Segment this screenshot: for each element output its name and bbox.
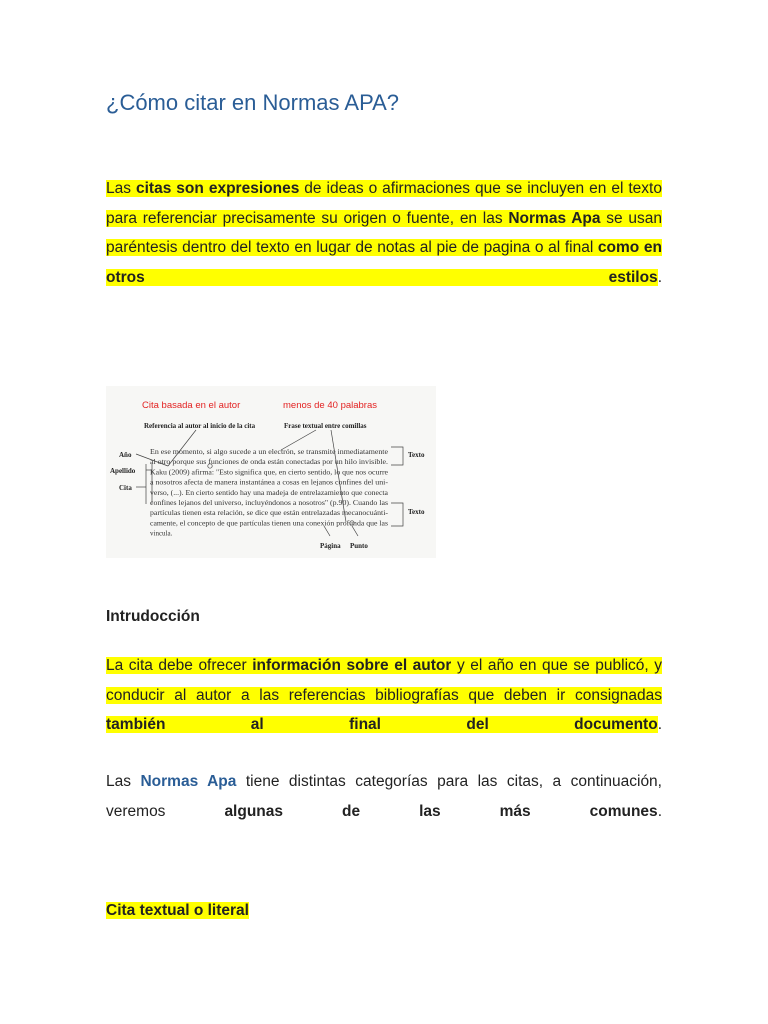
intro-text-4: . bbox=[657, 268, 662, 286]
figure-label-author-cite: Cita basada en el autor bbox=[142, 400, 241, 411]
figure-label-quote: Frase textual entre comillas bbox=[284, 422, 367, 430]
categories-text-1: Las bbox=[106, 773, 141, 790]
figure-label-cite: Cita bbox=[119, 484, 132, 492]
categories-text-3: . bbox=[657, 802, 662, 820]
section-text-1: La cita debe ofrecer bbox=[106, 657, 253, 674]
categories-bold-normas-apa: Normas Apa bbox=[140, 773, 237, 790]
page-title: ¿Cómo citar en Normas APA? bbox=[106, 90, 400, 115]
section-heading-introduccion: Intrudocción bbox=[106, 608, 200, 625]
figure-label-year: Año bbox=[119, 451, 132, 459]
cita-textual-heading-text: Cita textual o literal bbox=[106, 902, 249, 919]
section-heading-cita-textual bbox=[106, 902, 249, 920]
categories-paragraph bbox=[106, 767, 662, 826]
figure-label-surname: Apellido bbox=[110, 467, 136, 475]
figure-label-ref-author: Referencia al autor al inicio de la cita bbox=[144, 422, 256, 430]
figure-quote-line: a nosotros afecta de manera instantánea a cosas en lejanos confines del uni- bbox=[150, 478, 389, 487]
categories-bold-comunes: algunas de las más comunes bbox=[224, 802, 658, 820]
intro-bold-citas: citas son expresiones bbox=[135, 180, 300, 197]
section-bold-final-documento: también al final del documento bbox=[106, 716, 658, 733]
figure-quote-line: En ese momento, si algo sucede a un electrón, se transmite inmediatamente bbox=[150, 448, 388, 456]
intro-paragraph bbox=[106, 174, 662, 292]
figure-quote-line: confines lejanos del universo, incluyéndonos a nosotros" (p.90). Cuando las bbox=[150, 499, 389, 507]
figure-label-page: Página bbox=[320, 542, 341, 550]
intro-bold-normas-apa: Normas Apa bbox=[508, 209, 601, 227]
intro-text-3: se usan paréntesis dentro del texto en lugar de notas al pie de pagina o al final bbox=[106, 209, 662, 256]
section-text-2: y el año en que se publicó, y conducir al autor a las referencias bibliografías que deben ir consignadas bbox=[106, 657, 662, 704]
figure-quote-line: camente, el concepto de que partículas tienen una conexión profunda que las bbox=[150, 519, 389, 528]
figure-label-under-40: menos de 40 palabras bbox=[283, 400, 378, 411]
section-bold-info-autor: información sobre el autor bbox=[252, 657, 452, 674]
figure-quote-line: al otro porque sus funciones de onda están conectadas por un hilo invisible. bbox=[150, 458, 389, 467]
figure-label-period: Punto bbox=[350, 542, 368, 550]
intro-text-1: Las bbox=[106, 180, 136, 197]
categories-text-2: tiene distintas categorías para las citas, a continuación, veremos bbox=[106, 773, 662, 820]
intro-bold-estilos: como en otros estilos bbox=[106, 239, 662, 286]
figure-quote-line: Kaku (2009) afirma: "Esto significa que, en cierto sentido, lo que nos ocurre bbox=[150, 468, 388, 477]
intro-text-2: de ideas o afirmaciones que se incluyen en el texto para referenciar precisamente su origen o fuente, en las bbox=[106, 180, 662, 227]
figure-label-text-1: Texto bbox=[408, 451, 425, 459]
figure-quote-line: partículas tienen esta relación, se dice que están entrelazadas mecanocuánti- bbox=[150, 509, 389, 518]
figure-quote-line: verso, (...). En cierto sentido hay una madeja de entrelazamiento que conecta bbox=[150, 488, 389, 497]
apa-citation-figure bbox=[106, 386, 436, 558]
figure-quote-line: vincula. bbox=[150, 529, 173, 538]
section-text-3: . bbox=[657, 716, 662, 733]
figure-label-text-2: Texto bbox=[408, 508, 425, 516]
intro-section-paragraph bbox=[106, 651, 662, 740]
